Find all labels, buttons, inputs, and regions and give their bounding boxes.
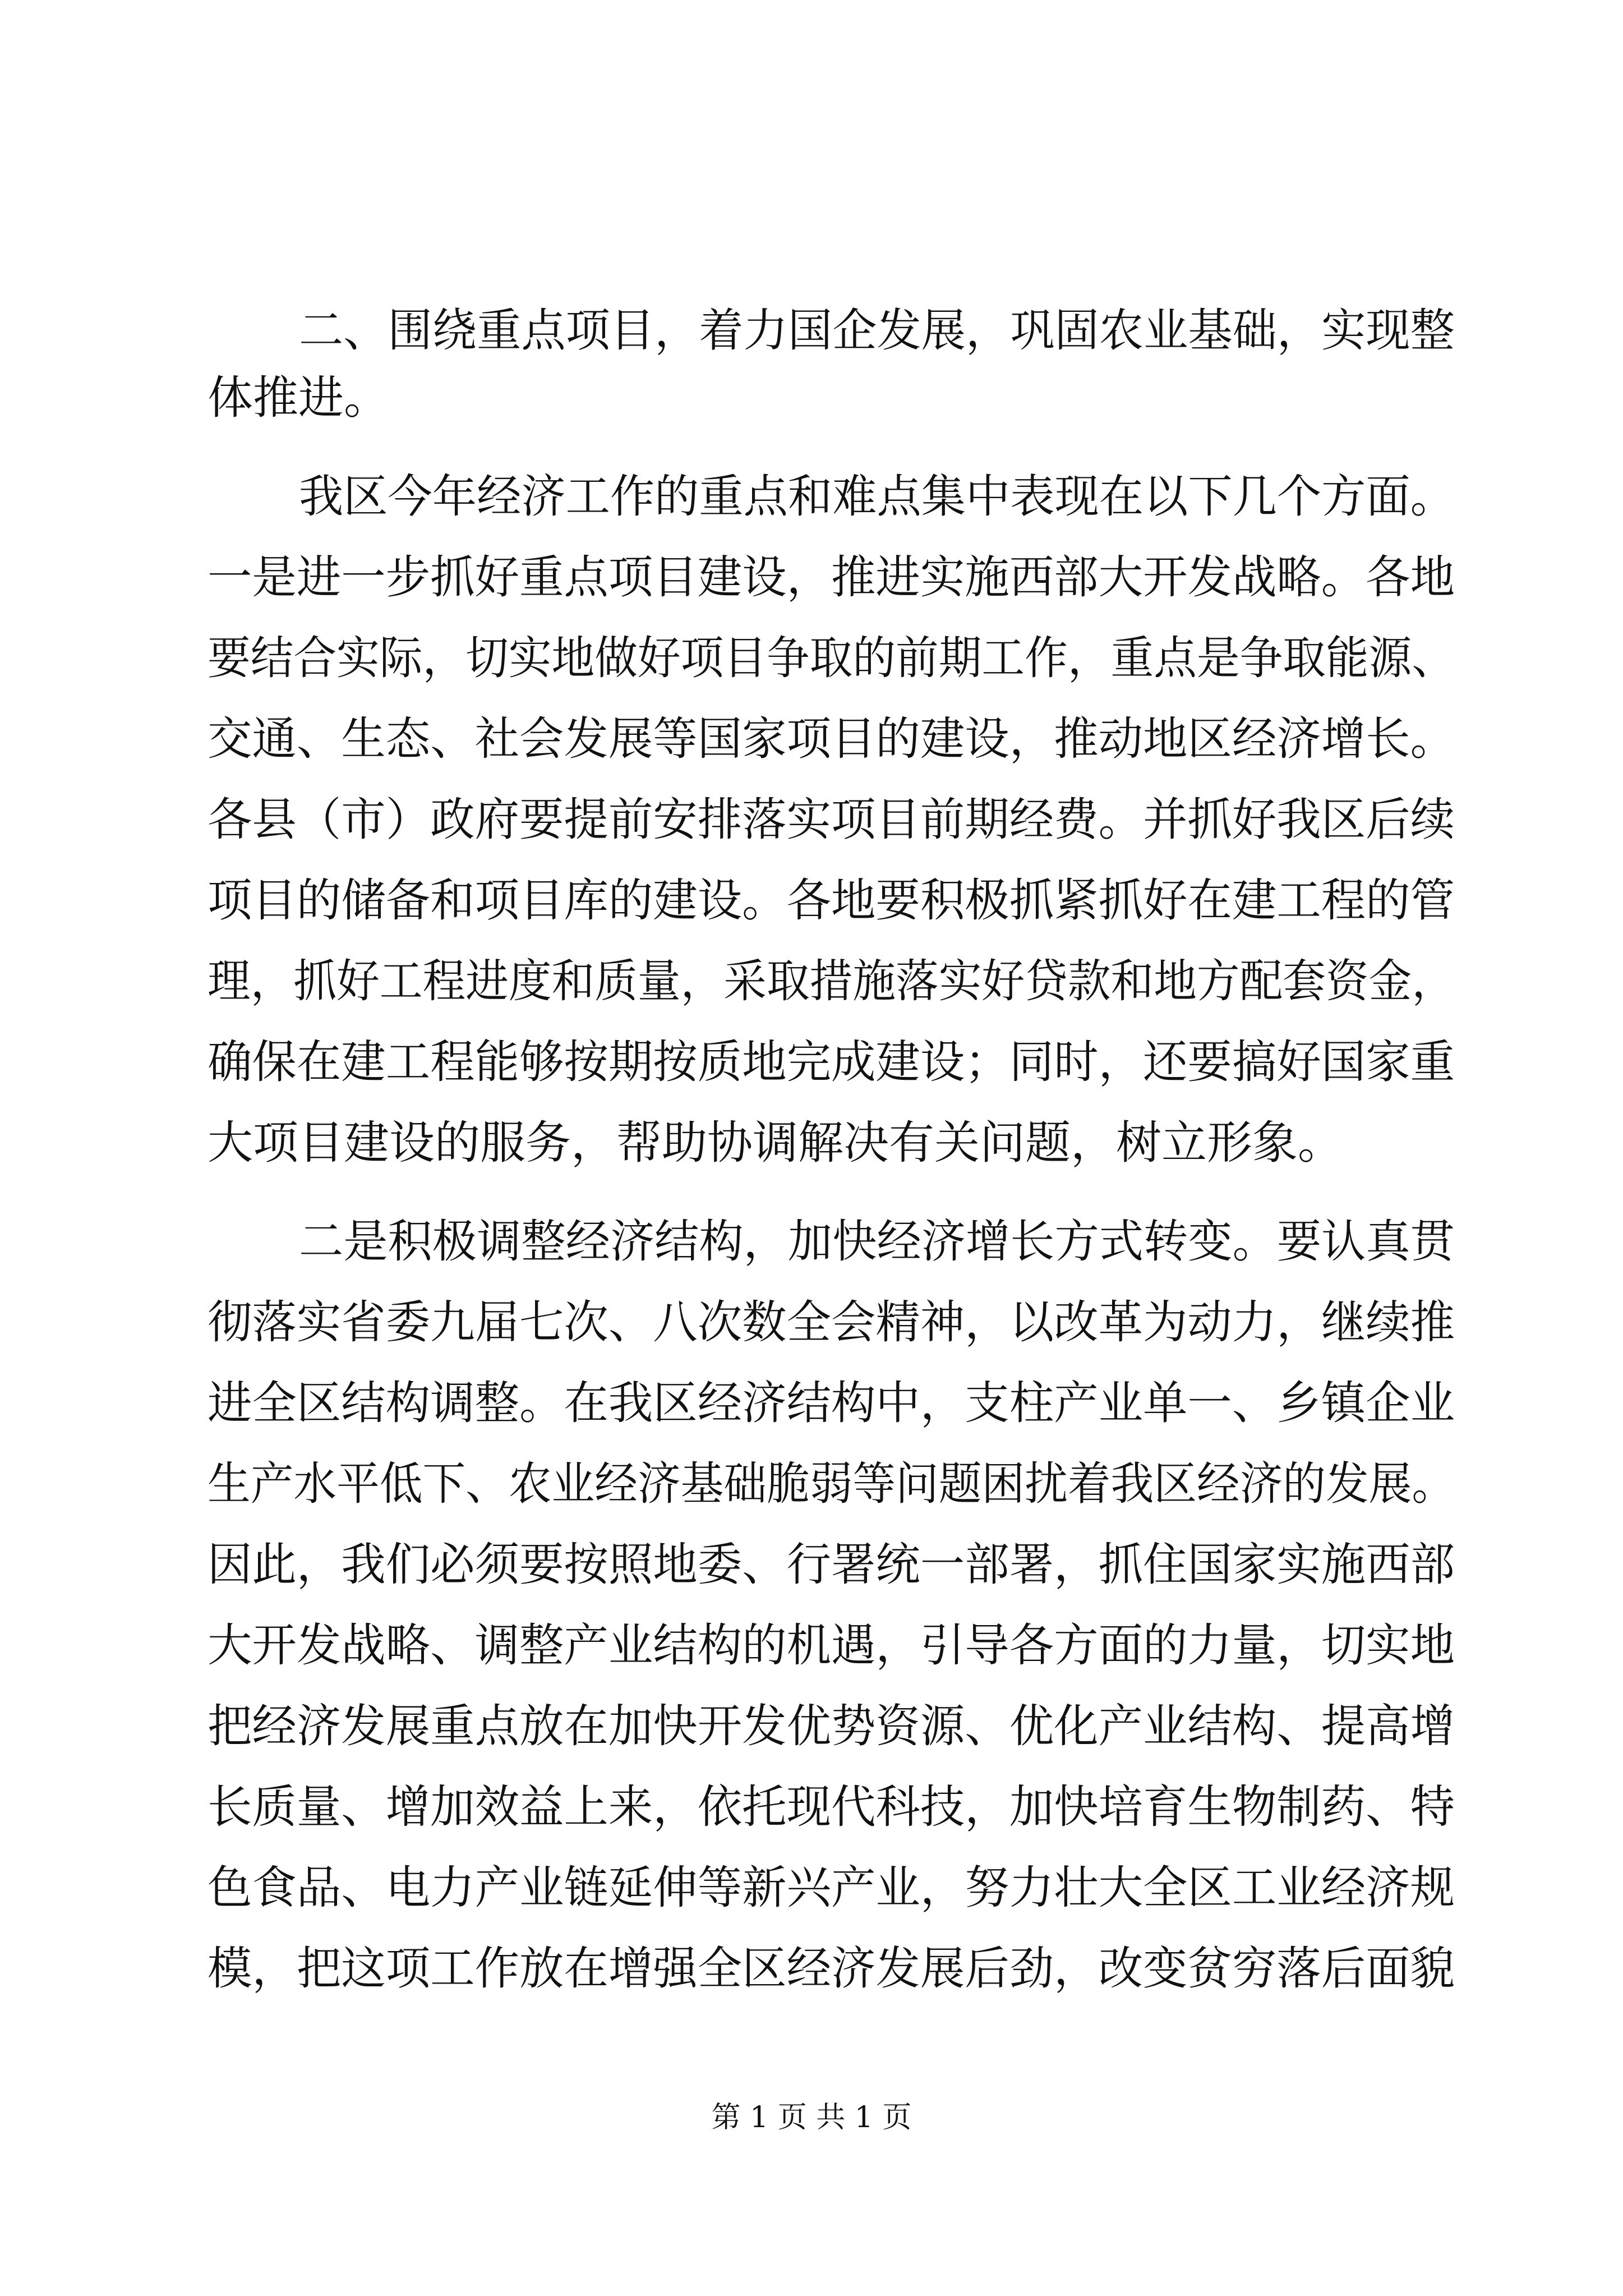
text-line: 大项目建设的服务，帮助协调解决有关问题，树立形象。	[208, 1117, 1344, 1170]
text-line: 一是进一步抓好重点项目建设，推进实施西部大开发战略。各地	[208, 551, 1455, 604]
text-line: 彻落实省委九届七次、八次数全会精神，以改革为动力，继续推	[208, 1296, 1455, 1349]
text-line: 大开发战略、调整产业结构的机遇，引导各方面的力量，切实地	[208, 1619, 1455, 1672]
text-line: 确保在建工程能够按期按质地完成建设；同时，还要搞好国家重	[208, 1036, 1455, 1089]
text-line: 二、围绕重点项目，着力国企发展，巩固农业基础，实现整	[299, 305, 1455, 357]
text-line: 进全区结构调整。在我区经济结构中，支柱产业单一、乡镇企业	[208, 1377, 1455, 1430]
text-line: 因此，我们必须要按照地委、行署统一部署，抓住国家实施西部	[208, 1539, 1455, 1591]
text-line: 理，抓好工程进度和质量，采取措施落实好贷款和地方配套资金，	[208, 955, 1455, 1008]
text-line: 二是积极调整经济结构，加快经济增长方式转变。要认真贯	[299, 1216, 1455, 1268]
text-line: 把经济发展重点放在加快开发优势资源、优化产业结构、提高增	[208, 1700, 1455, 1753]
text-line: 色食品、电力产业链延伸等新兴产业，努力壮大全区工业经济规	[208, 1862, 1455, 1915]
text-line: 要结合实际，切实地做好项目争取的前期工作，重点是争取能源、	[208, 632, 1455, 685]
text-line: 生产水平低下、农业经济基础脆弱等问题困扰着我区经济的发展。	[208, 1458, 1455, 1511]
text-line: 体推进。	[208, 372, 390, 425]
text-line: 各县（市）政府要提前安排落实项目前期经费。并抓好我区后续	[208, 794, 1455, 846]
text-line: 项目的储备和项目库的建设。各地要积极抓紧抓好在建工程的管	[208, 875, 1455, 927]
text-line: 长质量、增加效益上来，依托现代科技，加快培育生物制药、特	[208, 1781, 1455, 1834]
text-line: 交通、生态、社会发展等国家项目的建设，推动地区经济增长。	[208, 713, 1455, 766]
text-line: 我区今年经济工作的重点和难点集中表现在以下几个方面。	[299, 471, 1455, 523]
text-line: 模，把这项工作放在增强全区经济发展后劲，改变贫穷落后面貌	[208, 1943, 1455, 1995]
page-number-footer: 第 1 页 共 1 页	[711, 2101, 912, 2134]
